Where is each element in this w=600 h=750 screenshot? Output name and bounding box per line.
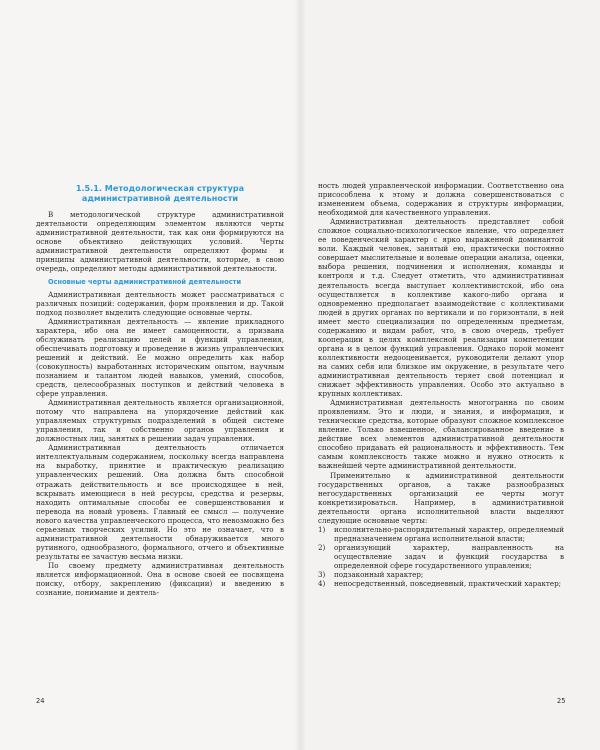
page-number-right: 25 bbox=[557, 697, 566, 705]
list-item-text: организующий характер, направленность на осуществление задач и функций государства в определенной сфере государственного управления; bbox=[334, 542, 564, 570]
list-item-text: подзаконный характер; bbox=[334, 570, 424, 580]
subsection-heading: Основные черты административной деятельности bbox=[48, 277, 242, 286]
list-item-number: 2) bbox=[318, 542, 326, 552]
paragraph: По своему предмету административная деятельность является информационной. Она в основе своей ее посвящена поиску, отбору, закреплению (фиксации) и введению в сознание, понимание и деятель- bbox=[36, 560, 284, 598]
paragraph: Применительно к административной деятельности государственных органов, а также разнообразных негосударственных организаций ее черты могут конкретизироваться. Например, в административной деятельности органа исполнительной власти выделяют следующие основные черты: bbox=[318, 470, 564, 525]
paragraph: ность людей управленческой информации. Соответственно она присособлена к этому и должна совершенствоваться с изменением объема, содержания и структуры информации, необходимой для качественного управления. bbox=[318, 181, 564, 218]
list-item bbox=[318, 543, 564, 570]
section-heading: 1.5.1. Методологическая структура административной деятельности bbox=[75, 183, 245, 203]
features-list bbox=[318, 525, 564, 588]
paragraph: Административная деятельность отличается интеллектуальным содержанием, поскольку всегда направлена на выработку, принятие и практическую реализацию управленческих решений. Она должна быть способной отражать действительность и все происходящее в ней, вскрывать имеющиеся в ней ресурсы, средства и резервы, находить оптимальные способы ее совершенствования и перевода на новый уровень. Главный ее смысл — получение нового качества управленческого процесса, что невозможно без серьезных творческих усилий. Но это не означает, что в административной деятельности обнаруживается много рутинного, однообразного, формального, отчего и объективные результаты ее зачастую весьма низки. bbox=[36, 443, 284, 561]
paragraph: Административная деятельность может рассматриваться с различных позиций: содержания, форм проявления и др. Такой подход позволяет выделить следующие основные черты. bbox=[36, 289, 284, 317]
list-item-number: 4) bbox=[318, 579, 326, 589]
left-page-text bbox=[36, 181, 284, 597]
list-item-text: непосредственный, повседневный, практический характер; bbox=[334, 579, 562, 589]
list-item-number: 3) bbox=[318, 570, 326, 580]
paragraph: Административная деятельность многогранна по своим проявлениям. Это и люди, и знания, и информация, и технические средства, которые образуют сложное комплексное явление. Только взвешенное, сбалансированное введение в действие всех элементов административной деятельности способно придавать ей рациональность и эффективность. Тем самым комплексность также можно и нужно относить к важнейшей черте административной деятельности. bbox=[318, 398, 564, 471]
paragraph: Административная деятельность является организационной, потому что направлена на упорядочение действий как управляемых структурных подразделений в общей системе управления, так и собственно органов управления и должностных лиц, занятых в решении задач управления. bbox=[36, 398, 284, 444]
list-item bbox=[318, 570, 564, 579]
paragraph: В методологической структуре административной деятельности определяющим элементом являются черты административной деятельности, так как они формируются на основе объективно действующих условий. Черты административной деятельности определяют формы и принципы административной деятельности, которые, в свою очередь, определяют методы административной деятельности. bbox=[36, 210, 284, 274]
right-page-text bbox=[318, 181, 564, 588]
book-gutter bbox=[294, 0, 306, 750]
list-item bbox=[318, 525, 564, 543]
list-item-text: исполнительно-распорядительный характер, определяемый предназначением органа исполнительной власти; bbox=[334, 524, 564, 543]
list-item-number: 1) bbox=[318, 524, 326, 534]
list-item bbox=[318, 579, 564, 588]
page-number-left: 24 bbox=[36, 697, 45, 705]
paragraph: Административная деятельность — явление прикладного характера, ибо она не имеет самоценности, а призвана обслуживать реализацию целей и функций управления, обеспечивать подготовку и проведение в жизнь управленческих решений и действий. Ее можно определить как набор (совокупность) выработанных историческим опытом, научным познанием и талантом людей навыков, умений, способов, средств, целесообразных поступков и действий человека в сфере управления. bbox=[36, 316, 284, 399]
paragraph: Административная деятельность представляет собой сложное социально-психологическое явление, что определяет ее поведенческий характер с ярко выраженной доминантой воли. Каждый человек, занятый ею, практически постоянно совершает мыслительные и волевые операции анализа, оценки, выбора решения, подчинения и исполнения, команды и контроля и т.д. Следует отметить, что административная деятельность всегда выступает коллективистской, ибо она осуществляется в коллективе какого-либо органа и одновременно предполагает взаимодействие с коллективами людей в других органах по вертикали и по горизонтали, в ней имеет место специализация по определенным предметам, содержанию и видам работ, что, в свою очередь, требует кооперации в целях комплексной реализации компетенции органа и в целом функций управления. Однако порой момент коллективности недооценивается, руководители делают упор на самих себя или близкое им окружение, в результате чего административная деятельность теряет свой потенциал и снижает эффективность управления. Особо это актуально в крупных коллективах. bbox=[318, 217, 564, 399]
